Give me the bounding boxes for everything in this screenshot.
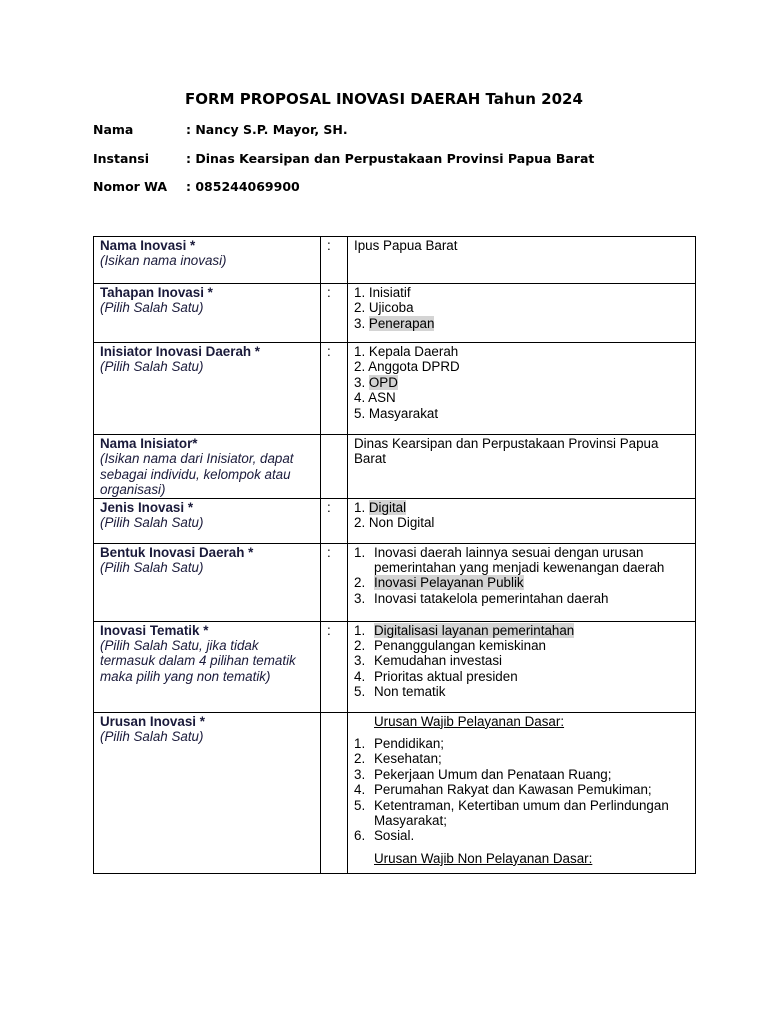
list-item[interactable]: 5. Non tematik [354, 684, 446, 700]
option-digital[interactable] [354, 500, 689, 515]
field-cell [94, 712, 321, 873]
list-item[interactable]: 6. Sosial. [354, 828, 415, 844]
list-item[interactable]: 4. Perumahan Rakyat dan Kawasan Pemukiman; [354, 782, 652, 798]
list-item[interactable]: 2. Inovasi Pelayanan Publik [354, 575, 524, 591]
option-anggota-dprd[interactable]: 2. Anggota DPRD [354, 359, 460, 375]
instansi-label: Instansi [93, 151, 150, 166]
colon-cell [321, 435, 348, 499]
field-cell [94, 343, 321, 435]
option-asn[interactable]: 4. ASN [354, 390, 396, 406]
list-item[interactable]: 2. Kesehatan; [354, 751, 442, 767]
list-item[interactable]: 4. Prioritas aktual presiden [354, 668, 518, 684]
colon-cell: : [321, 621, 348, 712]
nomor-wa-value: : 085244069900 [186, 179, 300, 194]
table-row [94, 543, 696, 621]
tahapan-label: Tahapan Inovasi * [100, 285, 213, 300]
field-cell [94, 498, 321, 543]
list-item[interactable]: 2. Penanggulangan kemiskinan [354, 638, 546, 654]
tahapan-hint: (Pilih Salah Satu) [100, 300, 204, 316]
selected-highlight: Inovasi Pelayanan Publik [374, 575, 524, 591]
inisiator-options [348, 343, 696, 435]
tematik-options [348, 621, 696, 712]
urusan-label: Urusan Inovasi * [100, 713, 205, 729]
tahapan-options [348, 284, 696, 343]
option-kepala-daerah[interactable]: 1. Kepala Daerah [354, 344, 459, 359]
urusan-options [348, 712, 696, 873]
jenis-hint: (Pilih Salah Satu) [100, 515, 204, 531]
inisiator-hint: (Pilih Salah Satu) [100, 359, 204, 375]
field-cell [94, 621, 321, 712]
field-cell [94, 543, 321, 621]
tematik-hint: (Pilih Salah Satu, jika tidak termasuk dalam 4 pilihan tematik maka pilih yang non tematik) [100, 638, 296, 684]
list-item[interactable]: 5. Ketentraman, Ketertiban umum dan Perlindungan Masyarakat; [354, 797, 669, 829]
bentuk-options [348, 543, 696, 621]
table-row [94, 284, 696, 343]
urusan-heading-2: Urusan Wajib Non Pelayanan Dasar: [374, 850, 593, 866]
option-penerapan[interactable] [354, 316, 689, 331]
jenis-label: Jenis Inovasi * [100, 499, 194, 515]
table-row [94, 621, 696, 712]
header-nama [93, 122, 348, 137]
inisiator-label: Inisiator Inovasi Daerah * [100, 344, 261, 359]
option-non-digital[interactable]: 2. Non Digital [354, 515, 435, 531]
tematik-label: Inovasi Tematik * [100, 622, 209, 638]
bentuk-label: Bentuk Inovasi Daerah * [100, 544, 254, 560]
table-row [94, 498, 696, 543]
option-number: 3. [354, 315, 369, 331]
colon-cell [321, 712, 348, 873]
list-item[interactable]: 3. Kemudahan investasi [354, 653, 503, 669]
field-cell [94, 435, 321, 499]
nama-inisiator-hint: (Isikan nama dari Inisiator, dapat sebagai individu, kelompok atau organisasi) [100, 451, 294, 498]
list-item[interactable]: 1. Pendidikan; [354, 736, 444, 752]
jenis-options [348, 498, 696, 543]
table-row [94, 343, 696, 435]
bentuk-hint: (Pilih Salah Satu) [100, 560, 204, 576]
list-item[interactable]: 1. Inovasi daerah lainnya sesuai dengan urusan pemerintahan yang menjadi kewenangan daerah [354, 544, 665, 576]
nama-inisiator-label: Nama Inisiator* [100, 436, 198, 451]
header-instansi [93, 151, 594, 166]
list-item[interactable]: 1. Digitalisasi layanan pemerintahan [354, 622, 575, 638]
colon-cell: : [321, 498, 348, 543]
list-item[interactable]: 3. Pekerjaan Umum dan Penataan Ruang; [354, 766, 612, 782]
table-row [94, 237, 696, 284]
colon-cell: : [321, 543, 348, 621]
option-number: 1. [354, 499, 369, 515]
urusan-heading-1: Urusan Wajib Pelayanan Dasar: [374, 713, 565, 729]
nama-inovasi-label: Nama Inovasi * [100, 238, 196, 253]
nama-inovasi-hint: (Isikan nama inovasi) [100, 253, 227, 269]
colon-cell: : [321, 237, 348, 284]
nomor-wa-label: Nomor WA [93, 179, 168, 194]
option-opd[interactable] [354, 375, 689, 390]
page-title: FORM PROPOSAL INOVASI DAERAH Tahun 2024 [185, 90, 583, 108]
option-inisiatif[interactable]: 1. Inisiatif [354, 285, 411, 300]
table-row [94, 435, 696, 499]
nama-inovasi-value[interactable]: Ipus Papua Barat [348, 237, 696, 284]
proposal-table [93, 236, 696, 874]
field-cell [94, 237, 321, 284]
selected-highlight: Digital [368, 499, 407, 515]
selected-highlight: Penerapan [368, 315, 435, 331]
header-nomor-wa [93, 179, 300, 194]
option-number: 3. [354, 374, 369, 390]
instansi-value: : Dinas Kearsipan dan Perpustakaan Provinsi Papua Barat [186, 151, 595, 166]
field-cell [94, 284, 321, 343]
colon-cell: : [321, 343, 348, 435]
urusan-hint: (Pilih Salah Satu) [100, 729, 204, 745]
nama-inisiator-value[interactable]: Dinas Kearsipan dan Perpustakaan Provinsi Papua Barat [348, 435, 696, 499]
colon-cell: : [321, 284, 348, 343]
selected-highlight: OPD [368, 374, 398, 390]
option-ujicoba[interactable]: 2. Ujicoba [354, 300, 414, 316]
table-row [94, 712, 696, 873]
list-item[interactable]: 3. Inovasi tatakelola pemerintahan daerah [354, 590, 609, 606]
nama-value: : Nancy S.P. Mayor, SH. [186, 122, 348, 137]
selected-highlight: Digitalisasi layanan pemerintahan [374, 622, 575, 638]
nama-label: Nama [93, 122, 134, 137]
option-masyarakat[interactable]: 5. Masyarakat [354, 405, 439, 421]
